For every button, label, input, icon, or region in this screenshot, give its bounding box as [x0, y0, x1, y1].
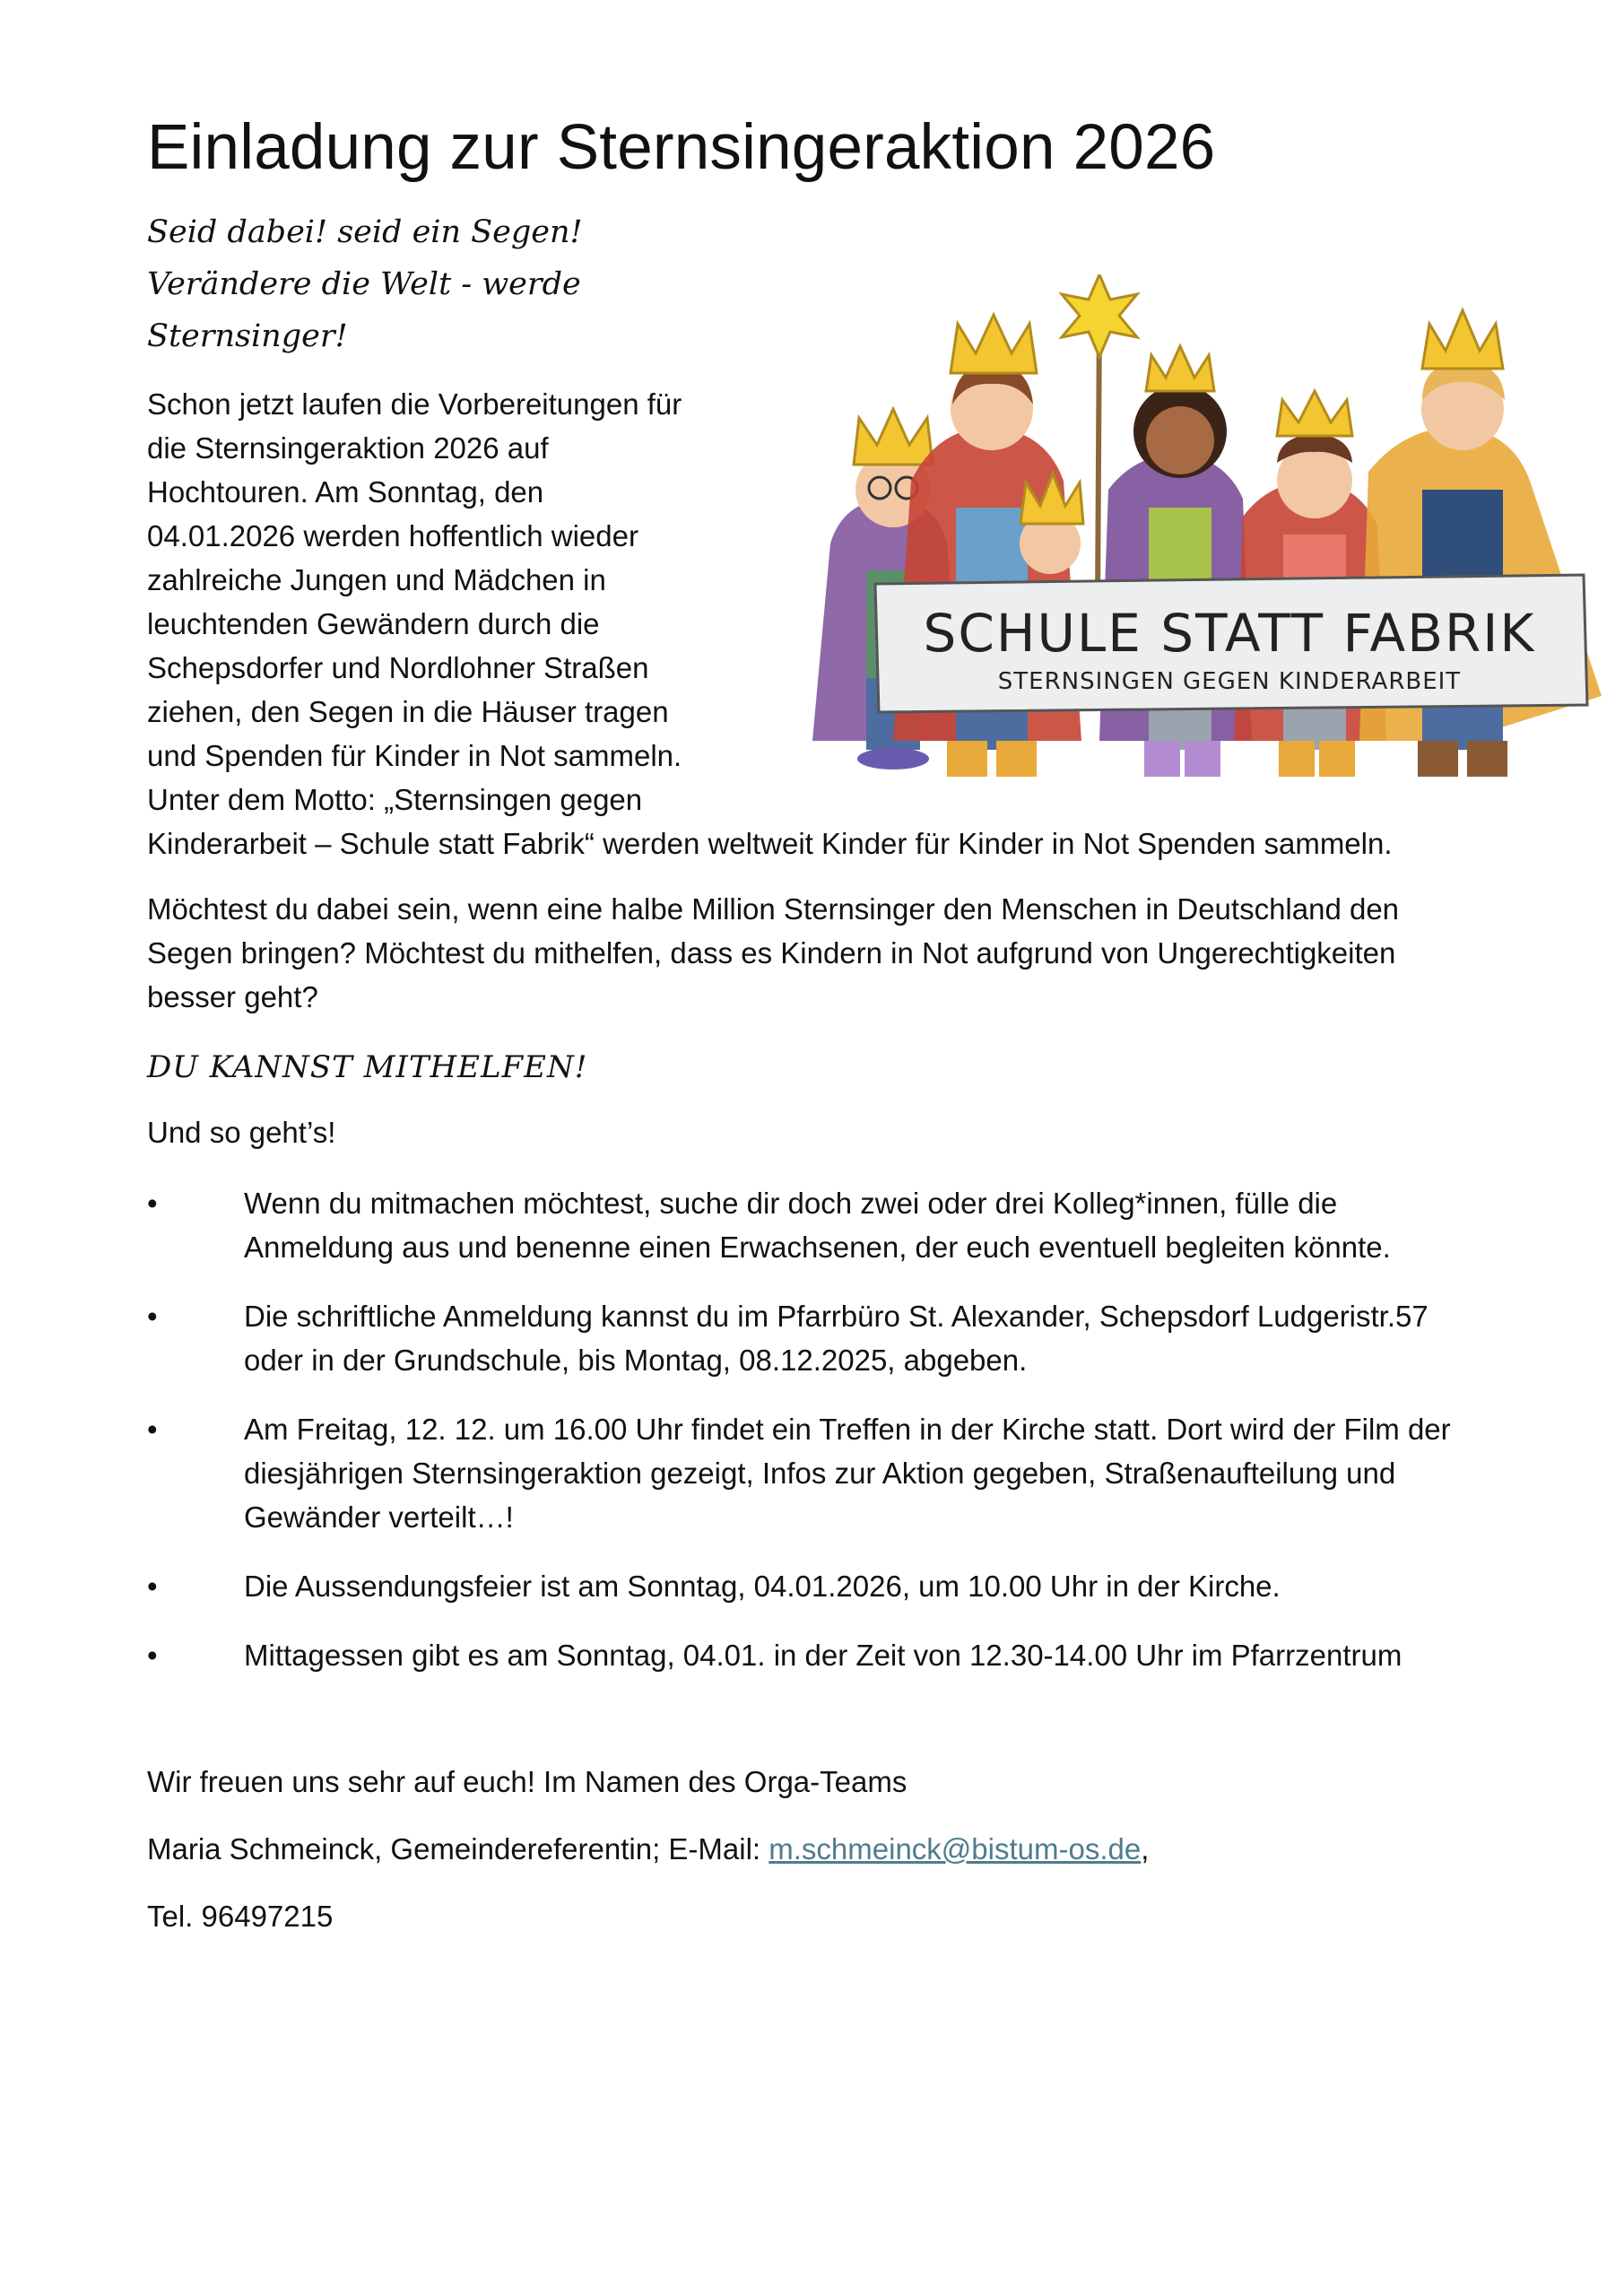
banner-subtitle: STERNSINGEN GEGEN KINDERARBEIT [997, 668, 1462, 695]
crown-icon [951, 315, 1037, 373]
motto-line-2: Verändere die Welt - werde [147, 266, 581, 303]
list-item [147, 1181, 1492, 1269]
crown-icon [1146, 346, 1214, 391]
bullet-icon: • [147, 1187, 158, 1221]
bullet-icon: • [147, 1413, 158, 1447]
motto-line-3: Sternsinger! [147, 318, 348, 355]
banner-title: SCHULE STATT FABRIK [923, 603, 1536, 664]
child-figure [1099, 346, 1252, 777]
bullet-icon: • [147, 1639, 158, 1673]
intro-line: 04.01.2026 werden hoffentlich wieder [147, 519, 638, 553]
crown-icon [1277, 391, 1352, 436]
list-item-text: Am Freitag, 12. 12. um 16.00 Uhr findet ein Treffen in der Kirche statt. Dort wird der Film der diesjährigen Sternsingeraktion gezeigt, Infos zur Aktion gegeben, Straßenaufteilung und Gewänder verteilt…! [244, 1413, 1451, 1535]
signature-line [147, 1827, 1492, 1871]
email-link[interactable]: m.schmeinck@bistum-os.de [769, 1832, 1142, 1866]
phone-line: Tel. 96497215 [147, 1900, 334, 1934]
list-item-text: Die Aussendungsfeier ist am Sonntag, 04.01.2026, um 10.00 Uhr in der Kirche. [244, 1570, 1281, 1604]
intro-line: Schepsdorfer und Nordlohner Straßen [147, 651, 649, 685]
crown-icon [854, 409, 933, 465]
intro-line: leuchtenden Gewändern durch die [147, 607, 600, 641]
callout-heading: DU KANNST MITHELFEN! [147, 1049, 588, 1086]
crown-icon [1422, 310, 1503, 369]
intro-line: und Spenden für Kinder in Not sammeln. [147, 739, 682, 773]
list-item [147, 1633, 1492, 1677]
star-icon [1062, 274, 1137, 357]
motto [147, 206, 721, 362]
steps-list [147, 1181, 1492, 1677]
intro-wrapped-text [147, 382, 793, 822]
intro-line: Schon jetzt laufen die Vorbereitungen für [147, 387, 682, 422]
sternsinger-illustration [795, 274, 1624, 804]
intro-line: zahlreiche Jungen und Mädchen in [147, 563, 606, 597]
motto-line-1: Seid dabei! seid ein Segen! [147, 214, 583, 251]
list-item-text: Wenn du mitmachen möchtest, suche dir doch zwei oder drei Kolleg*innen, fülle die Anmeldung aus und benenne einen Erwachsenen, der euch eventuell begleiten könnte. [244, 1187, 1391, 1265]
bullet-icon: • [147, 1300, 158, 1334]
signature-text: Maria Schmeinck, Gemeindereferentin; E-Mail: [147, 1832, 769, 1866]
how-it-works-heading: Und so geht’s! [147, 1116, 336, 1150]
question-paragraph: Möchtest du dabei sein, wenn eine halbe Million Sternsinger den Menschen in Deutschland den Segen bringen? Möchtest du mithelfen, dass es Kindern in Not aufgrund von Ungerechtigkeiten besser geht? [147, 892, 1400, 1014]
intro-line: die Sternsingeraktion 2026 auf [147, 431, 549, 465]
signature-comma: , [1141, 1832, 1150, 1866]
document-page [147, 112, 1536, 1938]
list-item [147, 1407, 1492, 1539]
closing-line: Wir freuen uns sehr auf euch! Im Namen des Orga-Teams [147, 1765, 908, 1799]
document-title: Einladung zur Sternsingeraktion 2026 [147, 112, 1216, 183]
list-item-text: Die schriftliche Anmeldung kannst du im Pfarrbüro St. Alexander, Schepsdorf Ludgeristr.57 oder in der Grundschule, bis Montag, 08.12.2025, abgeben. [244, 1300, 1429, 1378]
list-item [147, 1564, 1492, 1608]
list-item-text: Mittagessen gibt es am Sonntag, 04.01. in der Zeit von 12.30-14.00 Uhr im Pfarrzentrum [244, 1639, 1403, 1673]
intro-line: Hochtouren. Am Sonntag, den [147, 475, 544, 509]
intro-continuation: Kinderarbeit – Schule statt Fabrik“ werden weltweit Kinder für Kinder in Not Spenden sammeln. [147, 827, 1393, 861]
banner [875, 575, 1587, 712]
intro-line: ziehen, den Segen in die Häuser tragen [147, 695, 669, 729]
child-figure [1020, 474, 1083, 574]
bullet-icon: • [147, 1570, 158, 1604]
list-item [147, 1294, 1492, 1382]
intro-line: Unter dem Motto: „Sternsingen gegen [147, 783, 643, 817]
